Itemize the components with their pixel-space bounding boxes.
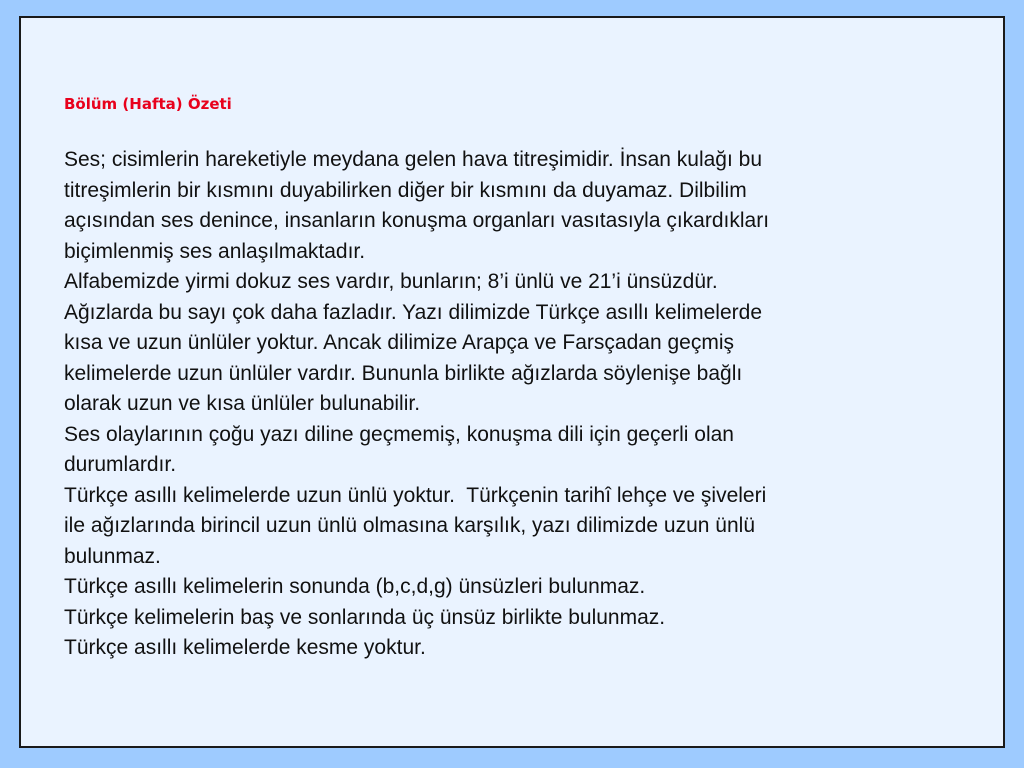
- text-line: Ses olaylarının çoğu yazı diline geçmemiş, konuşma dili için geçerli olan: [64, 422, 734, 446]
- text-line: Ses; cisimlerin hareketiyle meydana gelen hava titreşimidir. İnsan kulağı bu: [64, 148, 763, 171]
- text-line: titreşimlerin bir kısmını duyabilirken diğer bir kısmını da duyamaz. Dilbilim: [64, 178, 747, 202]
- text-line: bulunmaz.: [64, 544, 161, 568]
- text-line: ile ağızlarında birincil uzun ünlü olmasına karşılık, yazı dilimizde uzun ünlü: [64, 514, 756, 537]
- text-line: Türkçe kelimelerin baş ve sonlarında üç ünsüz birlikte bulunmaz.: [64, 605, 666, 629]
- text-line: Türkçe asıllı kelimelerde uzun ünlü yoktur. Türkçenin tarihî lehçe ve şiveleri: [64, 483, 767, 507]
- slide-panel: [19, 16, 1005, 748]
- text-line: durumlardır.: [64, 453, 177, 476]
- slide-title: Bölüm (Hafta) Özeti: [64, 95, 232, 113]
- text-line: kısa ve uzun ünlüler yoktur. Ancak dilimize Arapça ve Farsçadan geçmiş: [64, 331, 734, 354]
- text-line: Ağızlarda bu sayı çok daha fazladır. Yazı dilimizde Türkçe asıllı kelimelerde: [64, 300, 763, 324]
- text-line: kelimelerde uzun ünlüler vardır. Bununla birlikte ağızlarda söylenişe bağlı: [64, 361, 743, 385]
- text-line: olarak uzun ve kısa ünlüler bulunabilir.: [64, 392, 421, 415]
- text-line: açısından ses denince, insanların konuşma organları vasıtasıyla çıkardıkları: [64, 209, 770, 232]
- text-line: Türkçe asıllı kelimelerin sonunda (b,c,d,g) ünsüzleri bulunmaz.: [64, 575, 646, 598]
- text-line: biçimlenmiş ses anlaşılmaktadır.: [64, 239, 366, 263]
- slide-body-text: [64, 145, 964, 664]
- text-line: Türkçe asıllı kelimelerde kesme yoktur.: [64, 636, 426, 659]
- text-line: Alfabemizde yirmi dokuz ses vardır, bunların; 8’i ünlü ve 21’i ünsüzdür.: [64, 270, 718, 293]
